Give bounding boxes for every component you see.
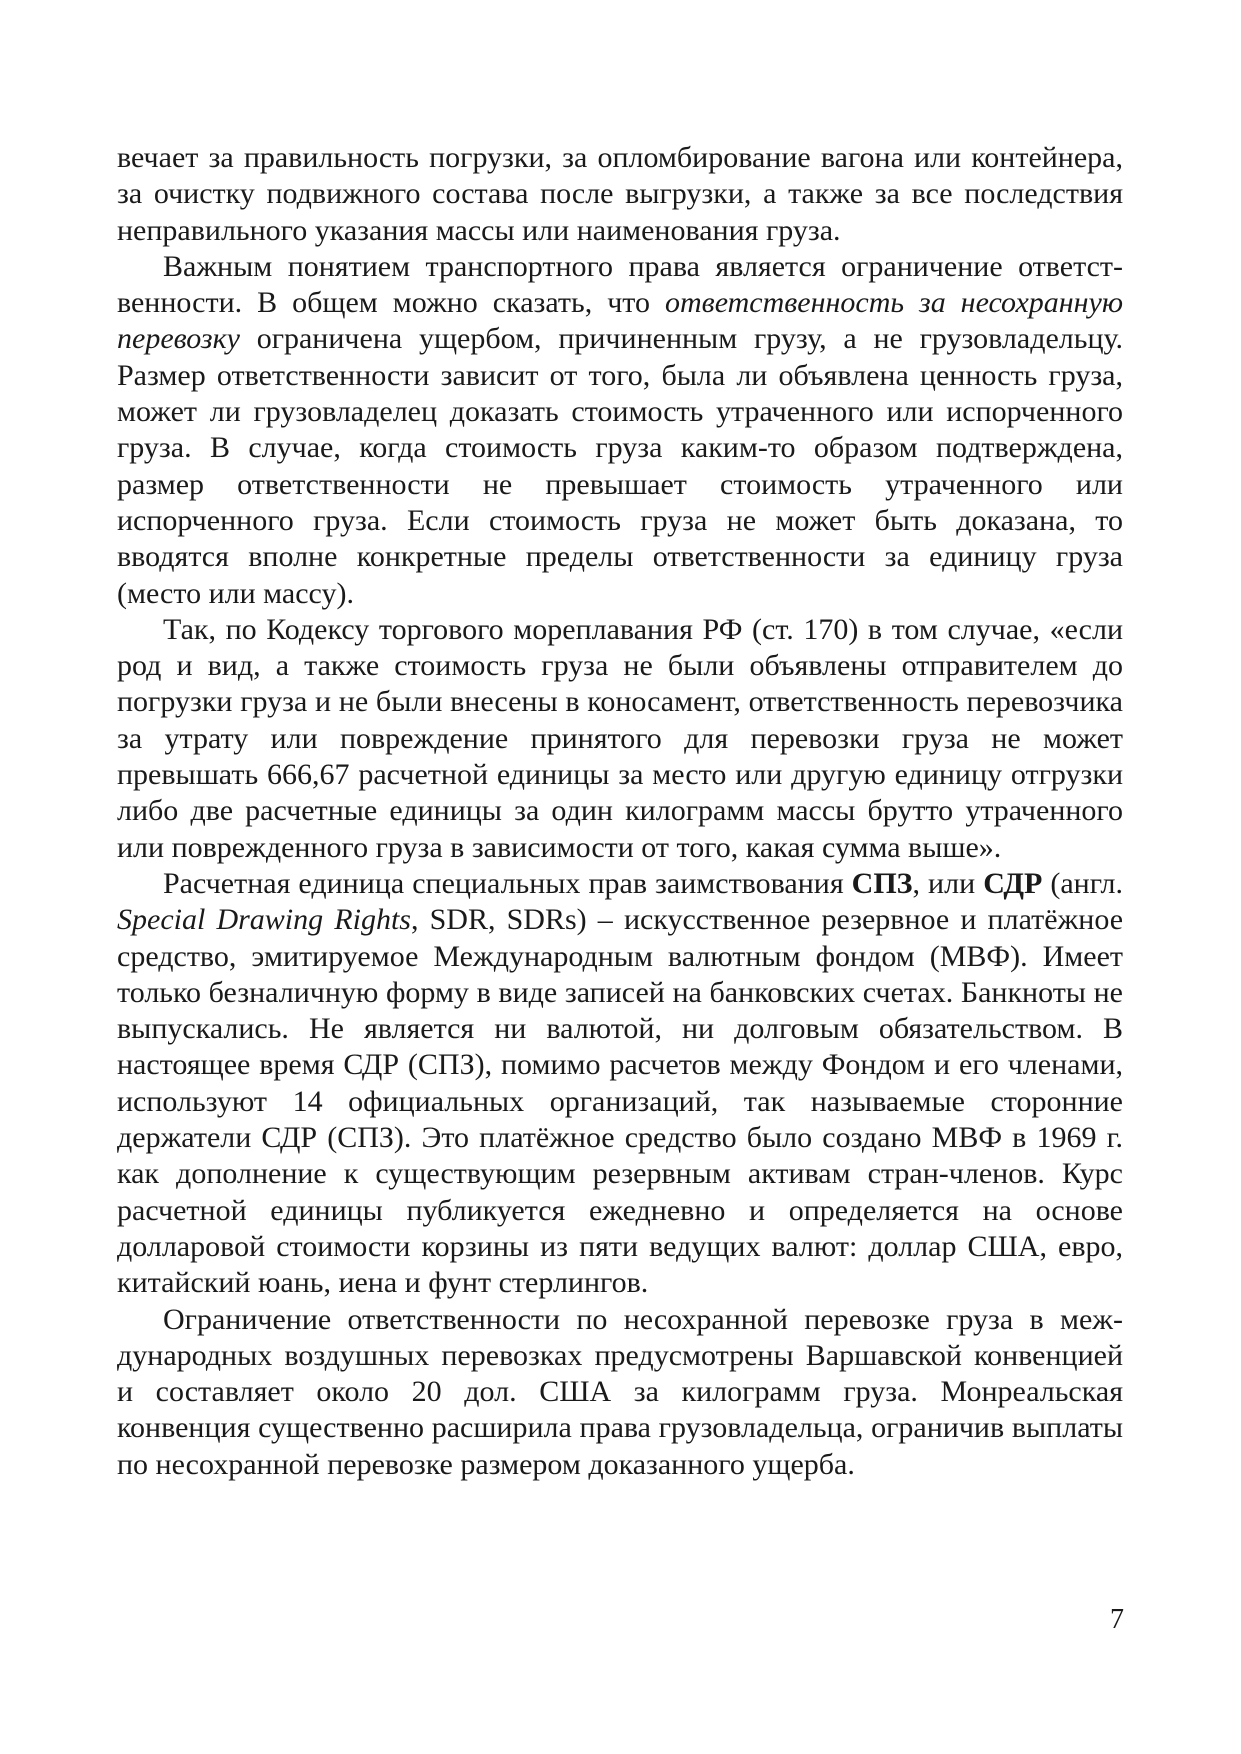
paragraph-1-text: вечает за правильность погрузки, за опломбирование вагона или контейнера, за очистку подвижного состава после выгрузки, а также за все последствия неправильного указания массы или наименования груза. [117,141,1123,247]
paragraph-4-italic-term: Special Drawing Rights [117,903,411,937]
paragraph-4-text-after: , SDR, SDRs) – искусственное резервное и платёжное средство, эмитируемое Международным валютным фондом (МВФ). Имеет только безналичную форму в виде записей на банковских счетах. Банкноты не выпускались. Не является ни валютой, ни долговым обязательством. В настоящее время СДР (СПЗ), помимо расчетов между Фондом и его членами, используют 14 официальных организаций, так называемые сторонние держатели СДР (СПЗ). Это платёжное средство было создано МВФ в 1969 г. как дополнение к существующим резервным активам стран-членов. Курс расчетной единицы публикуется ежедневно и определяется на основе долларовой стоимости корзины из пяти ведущих валют: доллар США, евро, китайский юань, иена и фунт стерлингов. [117,903,1124,1300]
paragraph-5-text: Ограничение ответственности по несохранной перевозке груза в международных воздушных перевозках предусмотрены Варшавской конвенцией и составляет около 20 дол. США за килограмм груза. Монреальская конвенция существенно расширила права грузовладельца, ограничив выплаты по несохранной перевозке размером доказанного ущерба. [117,1302,1123,1481]
paragraph-3-text: Так, по Кодексу торгового мореплавания РФ (ст. 170) в том случае, «если род и вид, а также стоимость груза не были объявлены отправителем до погрузки груза и не были внесены в коносамент, ответственность перевозчика за утрату или повреждение принятого для перевозки груза не может превышать 666,67 расчетной единицы за место или другую единицу отгрузки либо две расчетные единицы за один килограмм массы брутто утраченного или поврежденного груза в зависимости от того, какая сумма выше». [117,612,1123,864]
paragraph-4-bold-spz: СПЗ [851,866,913,900]
paragraph-3 [117,612,1123,866]
paragraph-2 [117,249,1123,612]
paragraph-4 [117,866,1123,1302]
paragraph-4-text-mid2: (англ. [1042,866,1123,900]
paragraph-5 [117,1302,1123,1483]
paragraph-2-italic-term: ответственность за несохранную перевозку [117,286,1124,356]
paragraph-4-bold-sdr: СДР [983,866,1043,900]
paragraph-4-text-before: Расчетная единица специальных прав заимствования [163,866,852,900]
paragraph-1 [117,140,1123,249]
paragraph-2-text-before: Важным понятием транспортного права является ограничение ответственности. В общем можно сказать, что [117,249,1123,320]
page-number: 7 [1110,1604,1124,1635]
page-body [117,140,1123,1483]
paragraph-4-text-mid: , или [912,866,984,900]
paragraph-2-text-after: ограничена ущербом, причиненным грузу, а не грузовладельцу. Размер ответственности зависит от того, была ли объявлена ценность груза, может ли грузовладелец доказать стоимость утраченного или испорченного груза. В случае, когда стоимость груза каким-то образом подтверждена, размер ответственности не превышает стоимость утраченного или испорченного груза. Если стоимость груза не может быть доказана, то вводятся вполне конкретные пределы ответственности за единицу груза (место или массу). [117,322,1123,610]
